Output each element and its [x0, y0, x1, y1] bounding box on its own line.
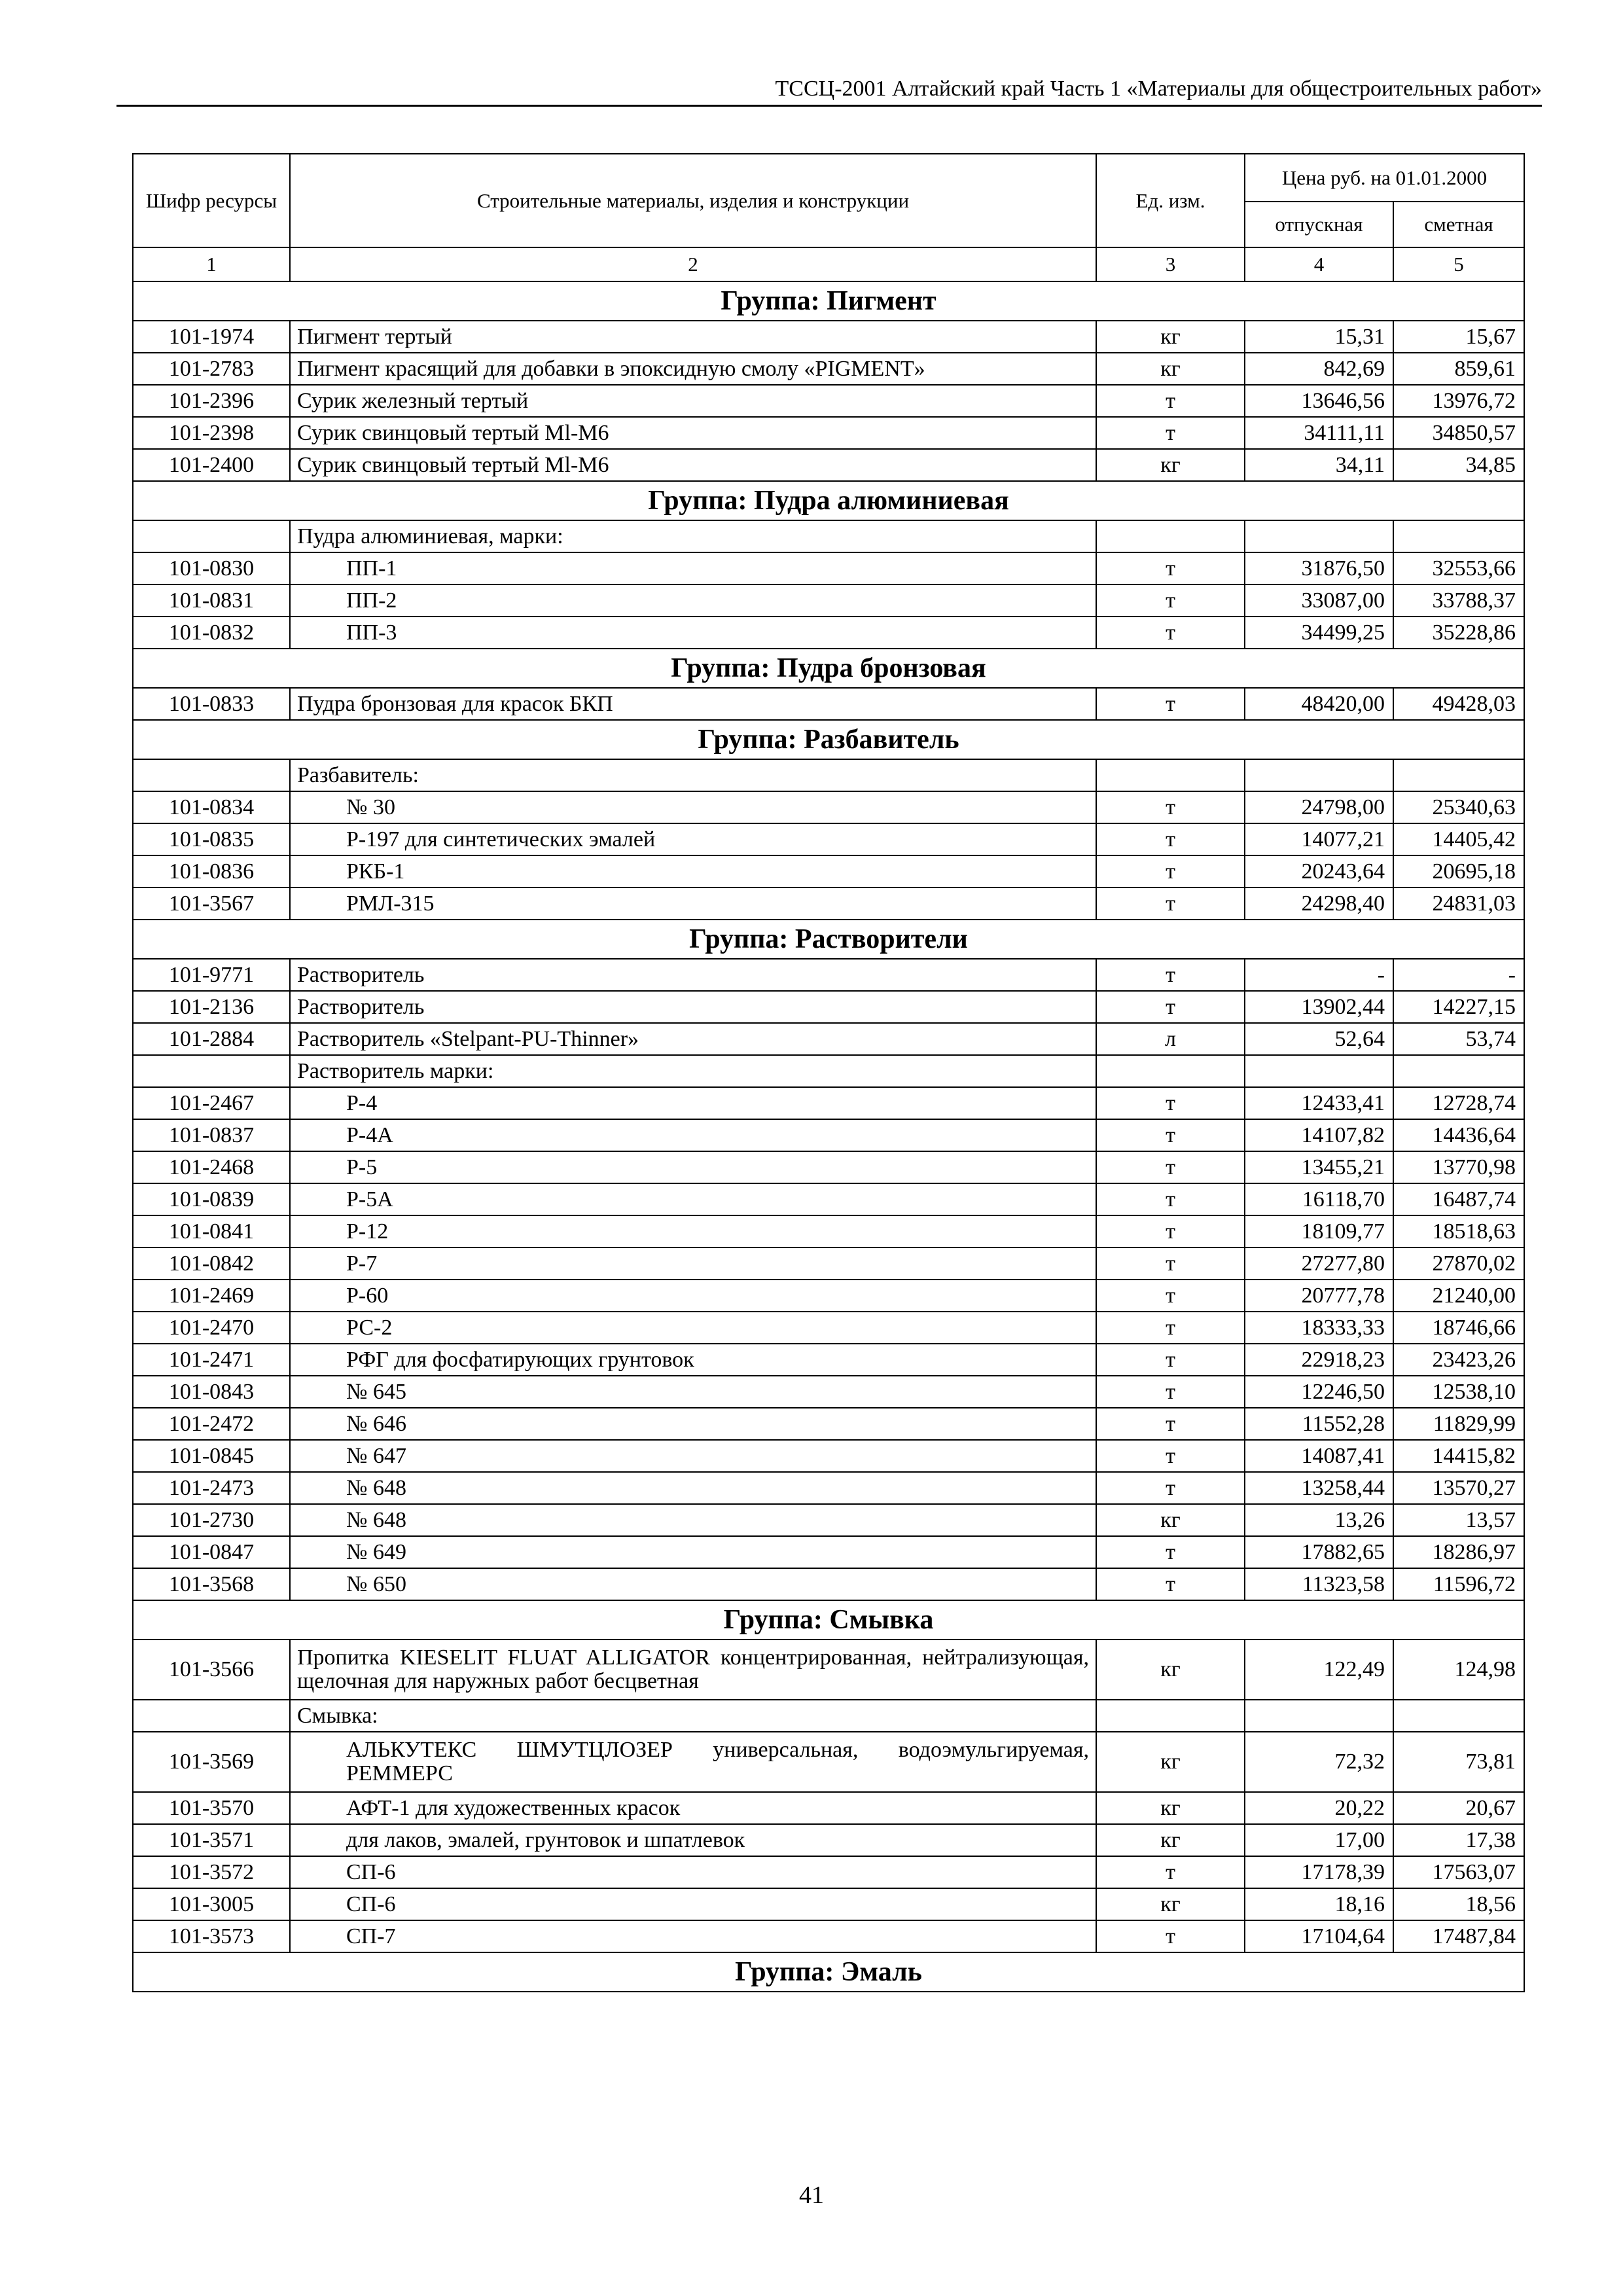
code-cell: 101-0831 [133, 584, 290, 617]
estimate-price-cell: 18286,97 [1393, 1536, 1524, 1568]
estimate-price-cell: 23423,26 [1393, 1344, 1524, 1376]
column-header-price: Цена руб. на 01.01.2000 [1245, 154, 1524, 202]
code-cell: 101-2473 [133, 1472, 290, 1504]
table-row [133, 959, 1524, 991]
table-row [133, 1087, 1524, 1119]
table-row [133, 855, 1524, 888]
estimate-price-cell: 49428,03 [1393, 688, 1524, 720]
code-cell: 101-3568 [133, 1568, 290, 1600]
unit-cell: т [1096, 1408, 1245, 1440]
estimate-price-cell: 17563,07 [1393, 1856, 1524, 1888]
table-row [133, 1440, 1524, 1472]
material-name-cell: ПП-3 [290, 617, 1096, 649]
release-price-cell: 20243,64 [1245, 855, 1393, 888]
group-title: Группа: Пудра бронзовая [133, 649, 1524, 688]
group-header-row [133, 920, 1524, 959]
material-name-cell: Пигмент красящий для добавки в эпоксидную смолу «PIGMENT» [290, 353, 1096, 385]
estimate-price-cell: 20695,18 [1393, 855, 1524, 888]
code-cell: 101-2400 [133, 449, 290, 481]
estimate-price-cell: 11829,99 [1393, 1408, 1524, 1440]
estimate-price-cell: 24831,03 [1393, 888, 1524, 920]
material-name-cell: Р-12 [290, 1215, 1096, 1247]
table-row [133, 1183, 1524, 1215]
document-header: ТССЦ-2001 Алтайский край Часть 1 «Материалы для общестроительных работ» [775, 77, 1542, 101]
material-name-cell: Растворитель [290, 991, 1096, 1023]
release-price-cell: 11552,28 [1245, 1408, 1393, 1440]
code-cell: 101-2472 [133, 1408, 290, 1440]
release-price-cell: 12433,41 [1245, 1087, 1393, 1119]
column-number-row [133, 247, 1524, 281]
estimate-price-cell: 35228,86 [1393, 617, 1524, 649]
code-cell: 101-0833 [133, 688, 290, 720]
unit-cell: кг [1096, 1888, 1245, 1920]
table-row [133, 449, 1524, 481]
code-cell: 101-9771 [133, 959, 290, 991]
release-price-cell: 27277,80 [1245, 1247, 1393, 1280]
table-row [133, 1344, 1524, 1376]
price-table-container [132, 153, 1524, 1992]
release-price-cell: 31876,50 [1245, 552, 1393, 584]
material-name-cell: Растворитель [290, 959, 1096, 991]
code-cell: 101-2467 [133, 1087, 290, 1119]
header-divider [116, 105, 1542, 107]
release-price-cell: 24798,00 [1245, 791, 1393, 823]
code-cell: 101-2396 [133, 385, 290, 417]
release-price-cell: 33087,00 [1245, 584, 1393, 617]
estimate-price-cell [1393, 1700, 1524, 1732]
column-number: 5 [1393, 247, 1524, 281]
column-header-code: Шифр ресурсы [133, 154, 290, 247]
material-name-cell: Сурик свинцовый тертый Ml-M6 [290, 417, 1096, 449]
table-row [133, 1151, 1524, 1183]
table-body [133, 281, 1524, 1992]
code-cell: 101-3572 [133, 1856, 290, 1888]
release-price-cell: 34499,25 [1245, 617, 1393, 649]
estimate-price-cell: 13770,98 [1393, 1151, 1524, 1183]
unit-cell: кг [1096, 1504, 1245, 1536]
table-row [133, 991, 1524, 1023]
unit-cell: т [1096, 1119, 1245, 1151]
code-cell: 101-2783 [133, 353, 290, 385]
code-cell [133, 1055, 290, 1087]
code-cell: 101-2136 [133, 991, 290, 1023]
estimate-price-cell [1393, 1055, 1524, 1087]
estimate-price-cell: 14227,15 [1393, 991, 1524, 1023]
release-price-cell: 52,64 [1245, 1023, 1393, 1055]
release-price-cell [1245, 759, 1393, 791]
code-cell: 101-2468 [133, 1151, 290, 1183]
unit-cell: т [1096, 617, 1245, 649]
material-name-cell: № 649 [290, 1536, 1096, 1568]
unit-cell: кг [1096, 353, 1245, 385]
subgroup-row [133, 1700, 1524, 1732]
estimate-price-cell: 11596,72 [1393, 1568, 1524, 1600]
code-cell: 101-0841 [133, 1215, 290, 1247]
release-price-cell: 14087,41 [1245, 1440, 1393, 1472]
material-name-cell: ПП-2 [290, 584, 1096, 617]
material-name-cell: Р-4 [290, 1087, 1096, 1119]
group-header-row [133, 649, 1524, 688]
table-row [133, 688, 1524, 720]
unit-cell: т [1096, 552, 1245, 584]
unit-cell: т [1096, 1183, 1245, 1215]
table-row [133, 321, 1524, 353]
release-price-cell: 13455,21 [1245, 1151, 1393, 1183]
code-cell: 101-0832 [133, 617, 290, 649]
column-header-name: Строительные материалы, изделия и конструкции [290, 154, 1096, 247]
code-cell: 101-2398 [133, 417, 290, 449]
unit-cell: кг [1096, 1732, 1245, 1792]
table-row [133, 1536, 1524, 1568]
material-name-cell: СП-6 [290, 1888, 1096, 1920]
material-name-cell: РФГ для фосфатирующих грунтовок [290, 1344, 1096, 1376]
release-price-cell: 17882,65 [1245, 1536, 1393, 1568]
code-cell: 101-0830 [133, 552, 290, 584]
unit-cell: т [1096, 1472, 1245, 1504]
unit-cell: т [1096, 1440, 1245, 1472]
material-name-cell: № 648 [290, 1472, 1096, 1504]
release-price-cell [1245, 1055, 1393, 1087]
table-row [133, 1215, 1524, 1247]
unit-cell: т [1096, 1344, 1245, 1376]
material-name-cell: Р-5А [290, 1183, 1096, 1215]
table-row [133, 1376, 1524, 1408]
column-number: 4 [1245, 247, 1393, 281]
group-title: Группа: Эмаль [133, 1952, 1524, 1992]
release-price-cell: 17,00 [1245, 1824, 1393, 1856]
unit-cell: т [1096, 959, 1245, 991]
estimate-price-cell: 13570,27 [1393, 1472, 1524, 1504]
table-row [133, 1856, 1524, 1888]
material-name-cell: № 646 [290, 1408, 1096, 1440]
price-table [132, 153, 1525, 1992]
estimate-price-cell: 18,56 [1393, 1888, 1524, 1920]
group-title: Группа: Пудра алюминиевая [133, 481, 1524, 520]
release-price-cell: 17104,64 [1245, 1920, 1393, 1952]
table-header-row [133, 154, 1524, 202]
unit-cell: кг [1096, 1792, 1245, 1824]
code-cell: 101-0839 [133, 1183, 290, 1215]
unit-cell: т [1096, 1280, 1245, 1312]
release-price-cell: 20,22 [1245, 1792, 1393, 1824]
code-cell [133, 759, 290, 791]
code-cell: 101-2470 [133, 1312, 290, 1344]
estimate-price-cell: 34,85 [1393, 449, 1524, 481]
code-cell: 101-0834 [133, 791, 290, 823]
material-name-cell: для лаков, эмалей, грунтовок и шпатлевок [290, 1824, 1096, 1856]
release-price-cell: 13258,44 [1245, 1472, 1393, 1504]
page-number: 41 [799, 2181, 824, 2209]
unit-cell: т [1096, 1536, 1245, 1568]
unit-cell: т [1096, 1215, 1245, 1247]
code-cell: 101-2884 [133, 1023, 290, 1055]
estimate-price-cell: 859,61 [1393, 353, 1524, 385]
material-name-cell: РМЛ-315 [290, 888, 1096, 920]
estimate-price-cell: 14436,64 [1393, 1119, 1524, 1151]
estimate-price-cell: 27870,02 [1393, 1247, 1524, 1280]
estimate-price-cell: 21240,00 [1393, 1280, 1524, 1312]
subgroup-row [133, 1055, 1524, 1087]
code-cell [133, 520, 290, 552]
unit-cell: т [1096, 417, 1245, 449]
group-title: Группа: Растворители [133, 920, 1524, 959]
release-price-cell: 14077,21 [1245, 823, 1393, 855]
material-name-cell: Пропитка KIESELIT FLUAT ALLIGATOR концентрированная, нейтрализующая, щелочная для наружных работ бесцветная [290, 1640, 1096, 1700]
material-name-cell: Р-5 [290, 1151, 1096, 1183]
release-price-cell: 16118,70 [1245, 1183, 1393, 1215]
release-price-cell: 842,69 [1245, 353, 1393, 385]
unit-cell: т [1096, 584, 1245, 617]
unit-cell: т [1096, 385, 1245, 417]
unit-cell: кг [1096, 1824, 1245, 1856]
subgroup-label: Пудра алюминиевая, марки: [290, 520, 1096, 552]
estimate-price-cell: 32553,66 [1393, 552, 1524, 584]
column-header-unit: Ед. изм. [1096, 154, 1245, 247]
code-cell: 101-3571 [133, 1824, 290, 1856]
unit-cell [1096, 1700, 1245, 1732]
estimate-price-cell: 14405,42 [1393, 823, 1524, 855]
release-price-cell: 22918,23 [1245, 1344, 1393, 1376]
release-price-cell [1245, 1700, 1393, 1732]
release-price-cell: 34111,11 [1245, 417, 1393, 449]
table-row [133, 1504, 1524, 1536]
release-price-cell: - [1245, 959, 1393, 991]
estimate-price-cell: 13,57 [1393, 1504, 1524, 1536]
subgroup-label: Разбавитель: [290, 759, 1096, 791]
subgroup-label: Смывка: [290, 1700, 1096, 1732]
release-price-cell: 12246,50 [1245, 1376, 1393, 1408]
table-row [133, 353, 1524, 385]
material-name-cell: № 650 [290, 1568, 1096, 1600]
material-name-cell: АЛЬКУТЕКС ШМУТЦЛОЗЕР универсальная, водоэмульгируемая, РЕММЕРС [290, 1732, 1096, 1792]
unit-cell: л [1096, 1023, 1245, 1055]
material-name-cell: Сурик железный тертый [290, 385, 1096, 417]
code-cell: 101-3005 [133, 1888, 290, 1920]
estimate-price-cell: 25340,63 [1393, 791, 1524, 823]
code-cell: 101-0845 [133, 1440, 290, 1472]
release-price-cell: 13902,44 [1245, 991, 1393, 1023]
material-name-cell: Пудра бронзовая для красок БКП [290, 688, 1096, 720]
unit-cell: т [1096, 1312, 1245, 1344]
estimate-price-cell: 14415,82 [1393, 1440, 1524, 1472]
estimate-price-cell: 20,67 [1393, 1792, 1524, 1824]
column-number: 2 [290, 247, 1096, 281]
material-name-cell: СП-6 [290, 1856, 1096, 1888]
unit-cell: т [1096, 1376, 1245, 1408]
release-price-cell: 34,11 [1245, 449, 1393, 481]
table-row [133, 1920, 1524, 1952]
release-price-cell: 24298,40 [1245, 888, 1393, 920]
estimate-price-cell: 18518,63 [1393, 1215, 1524, 1247]
estimate-price-cell [1393, 759, 1524, 791]
release-price-cell: 11323,58 [1245, 1568, 1393, 1600]
code-cell: 101-0847 [133, 1536, 290, 1568]
table-row [133, 1472, 1524, 1504]
code-cell: 101-2471 [133, 1344, 290, 1376]
estimate-price-cell: 17,38 [1393, 1824, 1524, 1856]
release-price-cell: 72,32 [1245, 1732, 1393, 1792]
column-number: 3 [1096, 247, 1245, 281]
table-row [133, 791, 1524, 823]
unit-cell: т [1096, 1856, 1245, 1888]
release-price-cell: 18,16 [1245, 1888, 1393, 1920]
table-row [133, 1732, 1524, 1792]
unit-cell: т [1096, 1247, 1245, 1280]
group-title: Группа: Разбавитель [133, 720, 1524, 759]
column-number: 1 [133, 247, 290, 281]
unit-cell: т [1096, 688, 1245, 720]
unit-cell: т [1096, 791, 1245, 823]
unit-cell [1096, 520, 1245, 552]
material-name-cell: РКБ-1 [290, 855, 1096, 888]
table-row [133, 1023, 1524, 1055]
release-price-cell: 14107,82 [1245, 1119, 1393, 1151]
code-cell: 101-3569 [133, 1732, 290, 1792]
release-price-cell: 15,31 [1245, 321, 1393, 353]
table-row [133, 888, 1524, 920]
group-title: Группа: Смывка [133, 1600, 1524, 1640]
estimate-price-cell: 15,67 [1393, 321, 1524, 353]
estimate-price-cell: 34850,57 [1393, 417, 1524, 449]
unit-cell: т [1096, 1568, 1245, 1600]
table-row [133, 617, 1524, 649]
material-name-cell: Сурик свинцовый тертый Ml-M6 [290, 449, 1096, 481]
unit-cell: кг [1096, 449, 1245, 481]
material-name-cell: № 645 [290, 1376, 1096, 1408]
code-cell: 101-3567 [133, 888, 290, 920]
release-price-cell: 20777,78 [1245, 1280, 1393, 1312]
table-row [133, 385, 1524, 417]
estimate-price-cell: 12728,74 [1393, 1087, 1524, 1119]
material-name-cell: ПП-1 [290, 552, 1096, 584]
release-price-cell [1245, 520, 1393, 552]
group-header-row [133, 281, 1524, 321]
table-row [133, 1792, 1524, 1824]
table-row [133, 1408, 1524, 1440]
estimate-price-cell: 17487,84 [1393, 1920, 1524, 1952]
estimate-price-cell: 33788,37 [1393, 584, 1524, 617]
estimate-price-cell: 12538,10 [1393, 1376, 1524, 1408]
material-name-cell: Растворитель «Stelpant-PU-Thinner» [290, 1023, 1096, 1055]
estimate-price-cell: 53,74 [1393, 1023, 1524, 1055]
unit-cell: т [1096, 1920, 1245, 1952]
code-cell: 101-2730 [133, 1504, 290, 1536]
material-name-cell: Р-4А [290, 1119, 1096, 1151]
material-name-cell: Р-197 для синтетических эмалей [290, 823, 1096, 855]
material-name-cell: Пигмент тертый [290, 321, 1096, 353]
table-row [133, 1280, 1524, 1312]
subgroup-row [133, 759, 1524, 791]
material-name-cell: РС-2 [290, 1312, 1096, 1344]
code-cell: 101-0836 [133, 855, 290, 888]
release-price-cell: 17178,39 [1245, 1856, 1393, 1888]
code-cell: 101-0842 [133, 1247, 290, 1280]
release-price-cell: 48420,00 [1245, 688, 1393, 720]
subgroup-label: Растворитель марки: [290, 1055, 1096, 1087]
code-cell: 101-0843 [133, 1376, 290, 1408]
unit-cell: т [1096, 855, 1245, 888]
code-cell: 101-0835 [133, 823, 290, 855]
material-name-cell: АФТ-1 для художественных красок [290, 1792, 1096, 1824]
table-row [133, 1247, 1524, 1280]
table-row [133, 417, 1524, 449]
group-header-row [133, 1952, 1524, 1992]
unit-cell: т [1096, 991, 1245, 1023]
unit-cell: кг [1096, 1640, 1245, 1700]
unit-cell: т [1096, 888, 1245, 920]
release-price-cell: 122,49 [1245, 1640, 1393, 1700]
column-header-estimate-price: сметная [1393, 202, 1524, 247]
unit-cell: т [1096, 823, 1245, 855]
estimate-price-cell [1393, 520, 1524, 552]
group-header-row [133, 720, 1524, 759]
table-row [133, 1640, 1524, 1700]
unit-cell [1096, 1055, 1245, 1087]
estimate-price-cell: - [1393, 959, 1524, 991]
table-row [133, 1888, 1524, 1920]
estimate-price-cell: 16487,74 [1393, 1183, 1524, 1215]
estimate-price-cell: 13976,72 [1393, 385, 1524, 417]
estimate-price-cell: 124,98 [1393, 1640, 1524, 1700]
group-header-row [133, 481, 1524, 520]
code-cell: 101-0837 [133, 1119, 290, 1151]
material-name-cell: СП-7 [290, 1920, 1096, 1952]
material-name-cell: № 648 [290, 1504, 1096, 1536]
table-row [133, 1824, 1524, 1856]
release-price-cell: 13,26 [1245, 1504, 1393, 1536]
table-row [133, 552, 1524, 584]
unit-cell [1096, 759, 1245, 791]
table-row [133, 1119, 1524, 1151]
group-title: Группа: Пигмент [133, 281, 1524, 321]
material-name-cell: № 30 [290, 791, 1096, 823]
table-row [133, 584, 1524, 617]
unit-cell: т [1096, 1151, 1245, 1183]
estimate-price-cell: 18746,66 [1393, 1312, 1524, 1344]
estimate-price-cell: 73,81 [1393, 1732, 1524, 1792]
release-price-cell: 18333,33 [1245, 1312, 1393, 1344]
code-cell: 101-1974 [133, 321, 290, 353]
group-header-row [133, 1600, 1524, 1640]
release-price-cell: 18109,77 [1245, 1215, 1393, 1247]
code-cell: 101-2469 [133, 1280, 290, 1312]
release-price-cell: 13646,56 [1245, 385, 1393, 417]
column-header-release-price: отпускная [1245, 202, 1393, 247]
material-name-cell: Р-60 [290, 1280, 1096, 1312]
code-cell: 101-3573 [133, 1920, 290, 1952]
subgroup-row [133, 520, 1524, 552]
table-row [133, 1312, 1524, 1344]
table-row [133, 1568, 1524, 1600]
code-cell [133, 1700, 290, 1732]
code-cell: 101-3566 [133, 1640, 290, 1700]
unit-cell: кг [1096, 321, 1245, 353]
material-name-cell: № 647 [290, 1440, 1096, 1472]
table-row [133, 823, 1524, 855]
code-cell: 101-3570 [133, 1792, 290, 1824]
unit-cell: т [1096, 1087, 1245, 1119]
material-name-cell: Р-7 [290, 1247, 1096, 1280]
